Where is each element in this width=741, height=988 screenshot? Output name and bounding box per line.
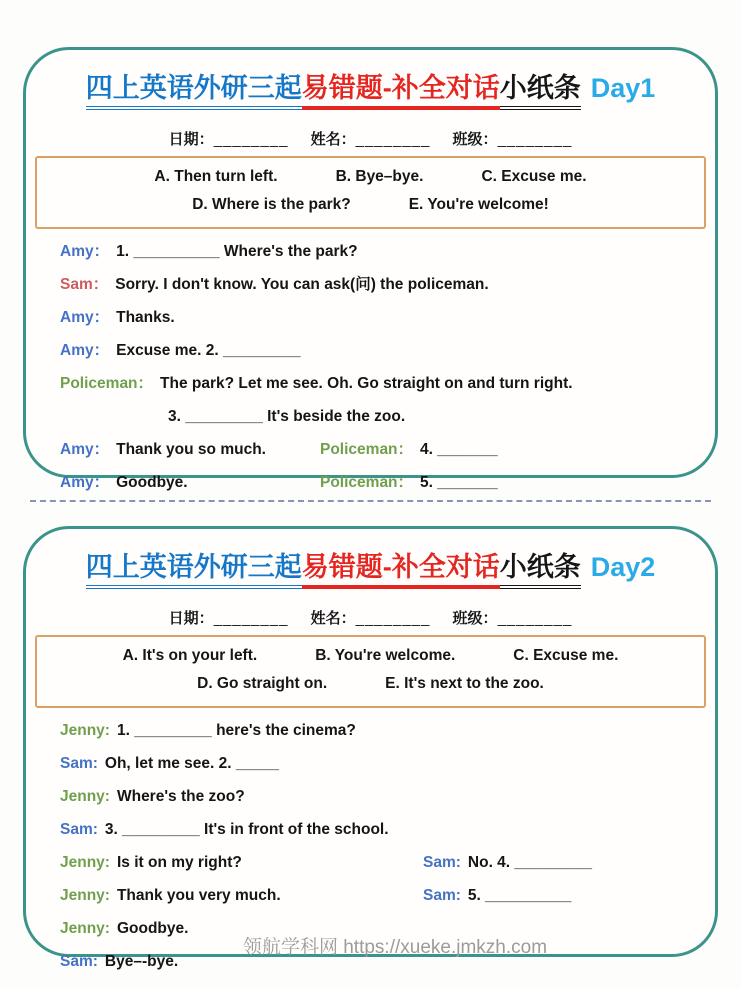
- speaker-name: Sam:: [60, 821, 98, 839]
- dialogue-line: [60, 747, 715, 780]
- speaker-name: Policeman：: [60, 375, 154, 393]
- speaker-name: Sam:: [423, 887, 461, 905]
- speaker-name: Jenny:: [60, 854, 110, 872]
- dialogue-text: The park? Let me see. Oh. Go straight on and turn right.: [160, 375, 573, 393]
- dialogue-text: Is it on my right?: [116, 854, 242, 872]
- title-segment-blue: 四上英语外研三起: [86, 545, 302, 589]
- date-field: [169, 610, 289, 627]
- title-day-badge: Day2: [590, 552, 656, 582]
- name-field: [311, 610, 431, 627]
- dialogue-text: 4. _______: [420, 441, 498, 459]
- speaker-name: Amy：: [60, 474, 110, 492]
- dialogue-line: [60, 334, 715, 367]
- dialogue-text: Thank you very much.: [116, 887, 281, 905]
- date-blank: ________: [213, 131, 289, 149]
- dialogue-text: 3. _________ It's in front of the school.: [104, 821, 389, 839]
- title-segment-black: 小纸条: [500, 545, 581, 589]
- worksheet-card-day2: [23, 526, 718, 971]
- speaker-name: Amy：: [60, 441, 110, 459]
- name-blank: ________: [355, 131, 431, 149]
- dialogue-text: Goodbye.: [116, 474, 188, 492]
- dialogue-text: 3. _________ It's beside the zoo.: [168, 408, 406, 426]
- worksheet-card-day1: [23, 47, 718, 492]
- name-blank: ________: [355, 610, 431, 628]
- option-a: A. It's on your left.: [122, 647, 258, 665]
- option-e: E. It's next to the zoo.: [385, 675, 544, 693]
- dialogue-line: [60, 301, 715, 334]
- dialogue-col-right: [423, 846, 592, 879]
- dialogue-day1: [60, 235, 715, 499]
- class-field: [453, 610, 573, 627]
- dialogue-text: 1. __________ Where's the park?: [116, 243, 358, 261]
- dialogue-line: [60, 780, 715, 813]
- dialogue-text: Where's the zoo?: [116, 788, 245, 806]
- dialogue-line: [60, 268, 715, 301]
- dialogue-col-right: [320, 433, 498, 466]
- option-c: C. Excuse me.: [481, 168, 587, 186]
- options-row-2: [37, 670, 704, 698]
- dialogue-col-right: [423, 879, 571, 912]
- page-title: [26, 66, 715, 110]
- title-segment-red: 易错题-补全对话: [302, 66, 500, 110]
- dialogue-col-left: [60, 433, 320, 466]
- dialogue-line-two-columns: [60, 433, 715, 466]
- speaker-name: Amy：: [60, 342, 110, 360]
- dialogue-col-right: [320, 466, 498, 499]
- dialogue-text: Oh, let me see. 2. _____: [104, 755, 279, 773]
- name-label: 姓名：: [310, 131, 356, 149]
- student-info-line: [26, 128, 715, 149]
- dialogue-col-left: [60, 846, 423, 879]
- class-label: 班级：: [452, 131, 498, 149]
- speaker-name: Jenny:: [60, 722, 110, 740]
- speaker-name: Sam:: [423, 854, 461, 872]
- date-blank: ________: [213, 610, 289, 628]
- speaker-name: Sam:: [60, 953, 98, 971]
- class-field: [453, 131, 573, 148]
- page-title: [26, 545, 715, 589]
- speaker-name: Jenny:: [60, 920, 110, 938]
- speaker-name: Jenny:: [60, 887, 110, 905]
- dialogue-text: Sorry. I don't know. You can ask(问) the policeman.: [115, 276, 489, 294]
- title-day-badge: Day1: [590, 73, 656, 103]
- options-row-2: [37, 191, 704, 219]
- dialogue-line: [60, 714, 715, 747]
- dialogue-line: [60, 235, 715, 268]
- option-e: E. You're welcome!: [408, 196, 549, 214]
- option-b: B. You're welcome.: [315, 647, 456, 665]
- name-label: 姓名：: [310, 610, 356, 628]
- dashed-divider: [30, 500, 711, 502]
- options-row-1: [37, 642, 704, 670]
- title-segment-black: 小纸条: [500, 66, 581, 110]
- dialogue-text: 5. _______: [420, 474, 498, 492]
- watermark: 领航学科网 https://xueke.jmkzh.com: [242, 937, 548, 958]
- speaker-name: Policeman：: [320, 441, 414, 459]
- options-box: [35, 635, 706, 708]
- option-d: D. Where is the park?: [192, 196, 351, 214]
- date-field: [169, 131, 289, 148]
- date-label: 日期：: [168, 610, 214, 628]
- option-b: B. Bye–bye.: [335, 168, 424, 186]
- dialogue-text: Thank you so much.: [116, 441, 266, 459]
- dialogue-line-two-columns: [60, 466, 715, 499]
- dialogue-text: Excuse me. 2. _________: [116, 342, 301, 360]
- dialogue-text: 5. __________: [467, 887, 572, 905]
- title-segment-red: 易错题-补全对话: [302, 545, 500, 589]
- dialogue-line-continuation: [60, 400, 715, 433]
- dialogue-text: Goodbye.: [116, 920, 189, 938]
- option-d: D. Go straight on.: [197, 675, 328, 693]
- dialogue-col-left: [60, 466, 320, 499]
- dialogue-col-left: [60, 879, 423, 912]
- option-a: A. Then turn left.: [154, 168, 278, 186]
- speaker-name: Sam:: [60, 755, 98, 773]
- dialogue-text: Bye–-bye.: [104, 953, 179, 971]
- dialogue-line: [60, 813, 715, 846]
- dialogue-text: 1. _________ here's the cinema?: [116, 722, 356, 740]
- dialogue-line: [60, 367, 715, 400]
- name-field: [311, 131, 431, 148]
- student-info-line: [26, 607, 715, 628]
- option-c: C. Excuse me.: [513, 647, 619, 665]
- speaker-name: Amy：: [60, 309, 110, 327]
- class-blank: ________: [497, 610, 573, 628]
- options-row-1: [37, 163, 704, 191]
- dialogue-line-two-columns: [60, 879, 715, 912]
- dialogue-line-two-columns: [60, 846, 715, 879]
- date-label: 日期：: [168, 131, 214, 149]
- dialogue-text: Thanks.: [116, 309, 175, 327]
- dialogue-text: No. 4. _________: [467, 854, 592, 872]
- class-label: 班级：: [452, 610, 498, 628]
- speaker-name: Policeman：: [320, 474, 414, 492]
- title-segment-blue: 四上英语外研三起: [86, 66, 302, 110]
- speaker-name: Jenny:: [60, 788, 110, 806]
- options-box: [35, 156, 706, 229]
- class-blank: ________: [497, 131, 573, 149]
- speaker-name: Sam：: [60, 276, 109, 294]
- speaker-name: Amy：: [60, 243, 110, 261]
